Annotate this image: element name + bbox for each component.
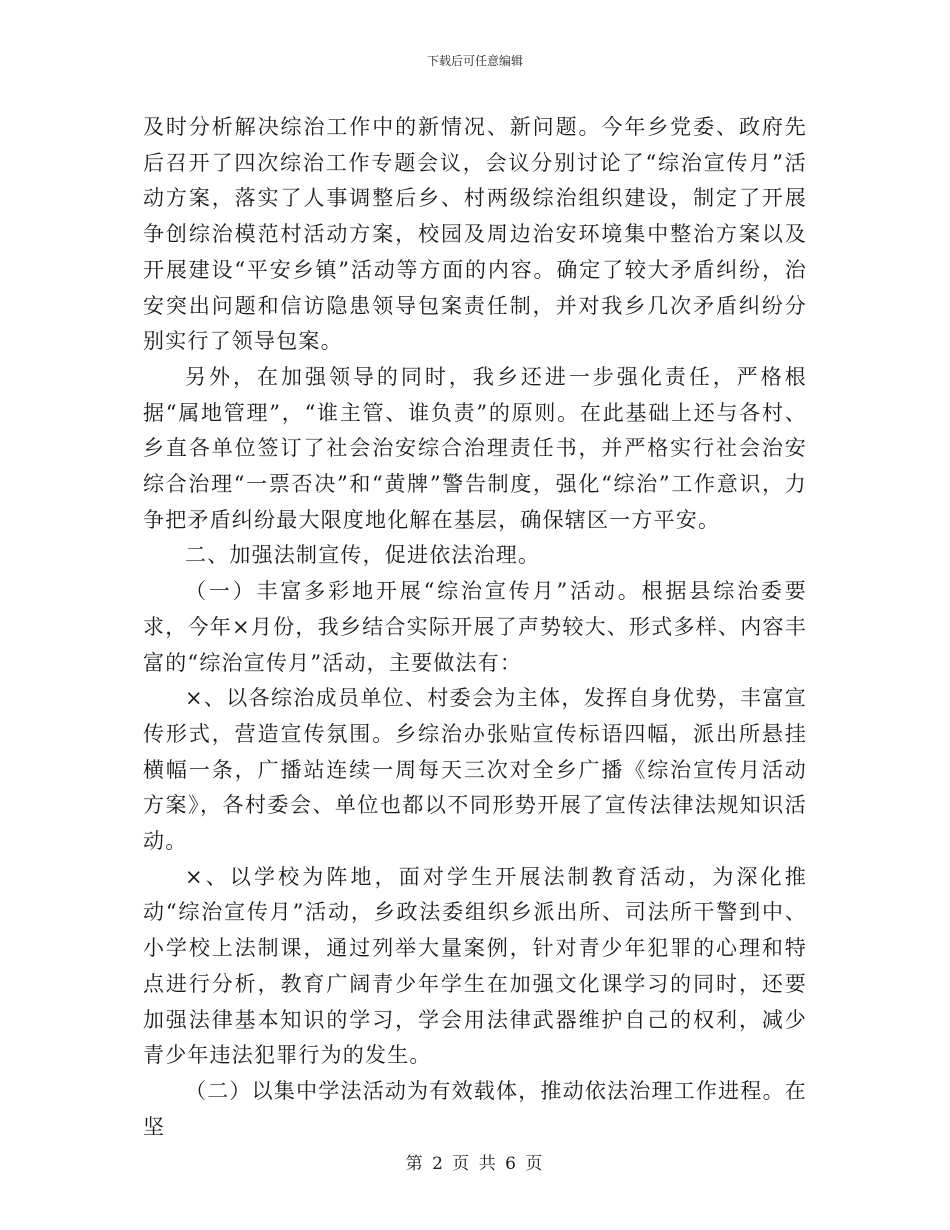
paragraph-1: 及时分析解决综治工作中的新情况、新问题。今年乡党委、政府先后召开了四次综治工作专题会议，会议分别讨论了“综治宣传月”活动方案，落实了人事调整后乡、村两级综治组织建设，制定了开展争创综治模范村活动方案，校园及周边治安环境集中整治方案以及开展建设“平安乡镇”活动等方面的内容。确定了较大矛盾纠纷，治安突出问题和信访隐患领导包案责任制，并对我乡几次矛盾纠纷分别实行了领导包案。	[143, 115, 807, 354]
paragraph-5: ×、以学校为阵地，面对学生开展法制教育活动，为深化推动“综治宣传月”活动，乡政法委组织乡派出所、司法所干警到中、小学校上法制课，通过列举大量案例，针对青少年犯罪的心理和特点进行分析，教育广阔青少年学生在加强文化课学习的同时，还要加强法律基本知识的学习，学会用法律武器维护自己的权利，减少青少年违法犯罪行为的发生。	[143, 864, 807, 1068]
document-body	[143, 110, 807, 1145]
paragraph-2: 另外，在加强领导的同时，我乡还进一步强化责任，严格根据“属地管理”，“谁主管、谁负责”的原则。在此基础上还与各村、乡直各单位签订了社会治安综合治理责任书，并严格实行社会治安综合治理“一票否决”和“黄牌”警告制度，强化“综治”工作意识，力争把矛盾纠纷最大限度地化解在基层，确保辖区一方平安。	[143, 364, 807, 532]
paragraph-6: （二）以集中学法活动为有效载体，推动依法治理工作进程。在坚	[143, 1078, 807, 1139]
page-header-note: 下载后可任意编辑	[426, 54, 523, 68]
page-footer: 第 2 页 共 6 页	[405, 1154, 545, 1174]
paragraph-3: （一）丰富多彩地开展“综治宣传月”活动。根据县综治委要求，今年×月份，我乡结合实际开展了声势较大、形式多样、内容丰富的“综治宣传月”活动，主要做法有：	[143, 579, 807, 675]
section-heading: 二、加强法制宣传，促进依法治理。	[185, 543, 541, 568]
paragraph-4: ×、以各综治成员单位、村委会为主体，发挥自身优势，丰富宣传形式，营造宣传氛围。乡综治办张贴宣传标语四幅，派出所悬挂横幅一条，广播站连续一周每天三次对全乡广播《综治宣传月活动方案》，各村委会、单位也都以不同形势开展了宣传法律法规知识活动。	[143, 686, 807, 854]
